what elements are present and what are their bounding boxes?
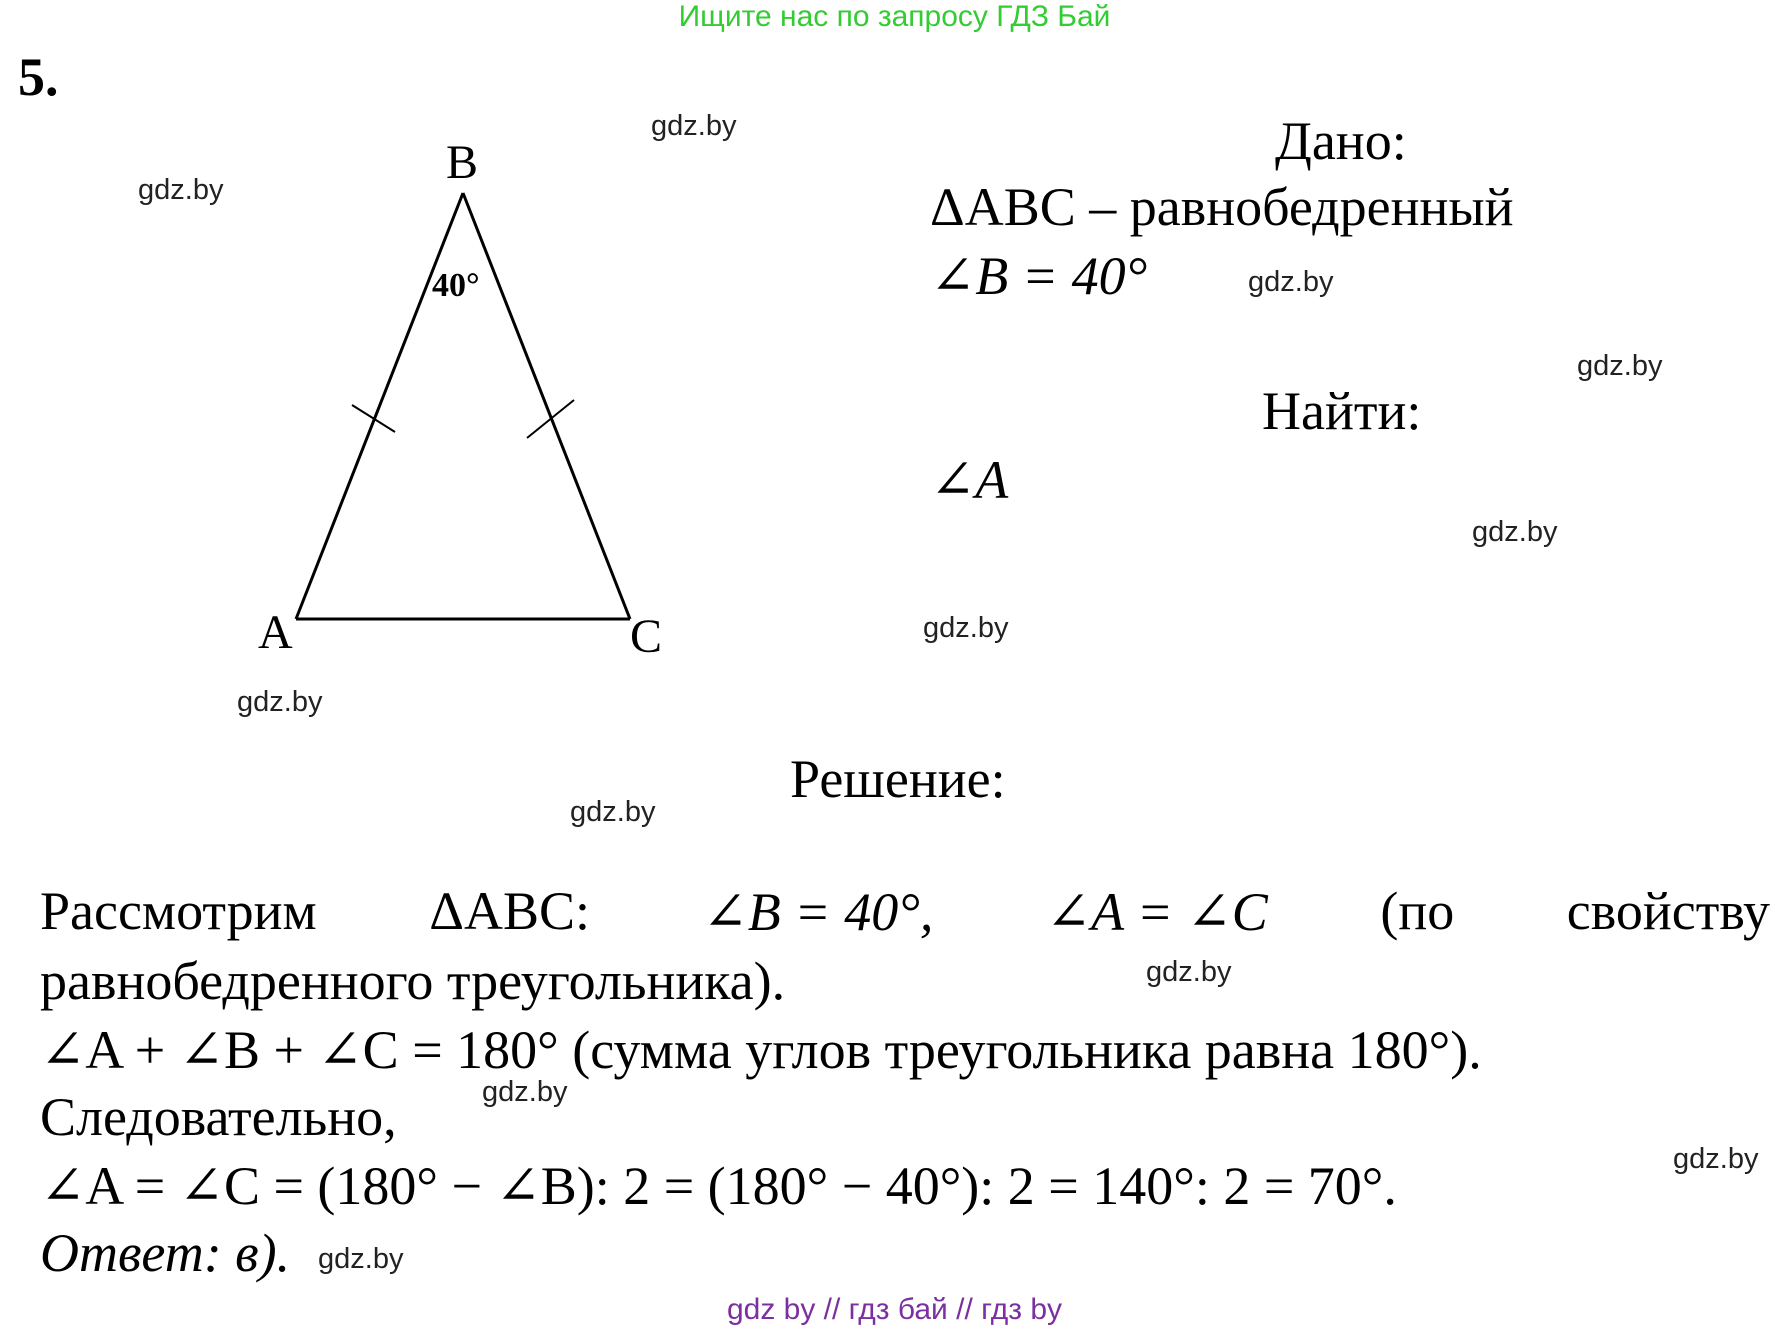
watermark: gdz.by <box>1577 350 1663 382</box>
find-heading: Найти: <box>1262 381 1422 441</box>
site-footer: gdz by // гдз бай // гдз by <box>726 1293 1063 1326</box>
solution-heading: Решение: <box>790 749 1006 809</box>
watermark: gdz.by <box>237 686 323 718</box>
site-banner: Ищите нас по запросу ГДЗ Бай <box>678 0 1111 33</box>
tick-mark-bc <box>527 400 574 438</box>
given-line-triangle: ΔABC – равнобедренный <box>930 177 1514 237</box>
given-line-angle: ∠B = 40° <box>930 246 1148 306</box>
triangle-figure <box>0 0 760 720</box>
side-bc <box>463 193 630 619</box>
solution-word-3: ∠B = 40°, <box>702 882 934 942</box>
watermark: gdz.by <box>1472 516 1558 548</box>
solution-line-5: ∠A = ∠C = (180° − ∠B): 2 = (180° − 40°): 2 = 140°: 2 = 70°. <box>40 1156 1397 1216</box>
find-line-angle: ∠A <box>930 450 1009 510</box>
solution-word-4: ∠A = ∠C <box>1045 882 1268 942</box>
solution-line-1 <box>40 880 1770 943</box>
watermark: gdz.by <box>1673 1143 1759 1175</box>
solution-line-2: равнобедренного треугольника). <box>40 951 786 1011</box>
side-ab <box>296 193 463 619</box>
watermark: gdz.by <box>570 796 656 828</box>
watermark: gdz.by <box>1248 266 1334 298</box>
watermark: gdz.by <box>923 612 1009 644</box>
watermark: gdz.by <box>482 1076 568 1108</box>
watermark: gdz.by <box>1146 956 1232 988</box>
vertex-label-b: B <box>446 136 479 189</box>
angle-label-b: 40° <box>432 267 480 304</box>
solution-word-1: Рассмотрим <box>40 881 317 941</box>
vertex-label-c: C <box>630 610 663 663</box>
solution-word-2: ΔABC: <box>429 881 591 941</box>
tick-mark-ab <box>352 405 395 432</box>
solution-word-6: свойству <box>1566 881 1770 941</box>
given-heading: Дано: <box>1275 111 1407 171</box>
solution-line-3: ∠A + ∠B + ∠C = 180° (сумма углов треугольника равна 180°). <box>40 1020 1482 1080</box>
watermark: gdz.by <box>651 110 737 142</box>
answer-line: Ответ: в). <box>40 1223 291 1283</box>
problem-number: 5. <box>18 47 59 107</box>
solution-word-5: (по <box>1380 881 1455 941</box>
vertex-label-a: A <box>258 606 293 659</box>
watermark: gdz.by <box>138 174 224 206</box>
watermark: gdz.by <box>318 1243 404 1275</box>
solution-line-4: Следовательно, <box>40 1087 397 1147</box>
